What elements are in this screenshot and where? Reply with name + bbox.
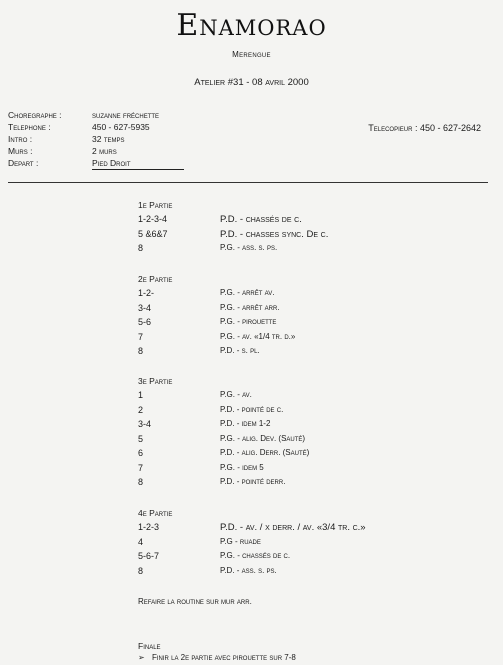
step-move: P.D. - ass. s. ps. xyxy=(220,565,277,575)
dance-style: Merengue xyxy=(232,50,271,59)
step-count: 8 xyxy=(138,243,144,253)
section-3 xyxy=(138,376,310,492)
step-move: P.D. - pointé derr. xyxy=(220,477,286,486)
step-count: 4 xyxy=(138,536,144,547)
section-heading: 3e Partie xyxy=(138,376,173,386)
step-move: P.D. - av. / x derr. / av. «3/4 tr. c.» xyxy=(220,522,366,533)
step-row xyxy=(138,448,310,463)
step-move: P.G. - chassés de c. xyxy=(220,551,291,560)
arrow-bullet-icon: ➢ xyxy=(138,653,145,662)
fax-number: Telecopieur : 450 - 627-2642 xyxy=(368,123,481,133)
step-row xyxy=(138,419,271,434)
section-heading: 4e Partie xyxy=(138,508,173,518)
step-count: 8 xyxy=(138,565,144,576)
section-1 xyxy=(138,200,329,258)
step-row xyxy=(138,433,306,449)
info-value: suzanne fréchette xyxy=(92,110,160,120)
step-count: 5-6 xyxy=(138,317,152,327)
section-heading: 2e Partie xyxy=(138,274,173,284)
section-heading: 1e Partie xyxy=(138,200,173,210)
step-move: P.G. - ass. s. ps. xyxy=(220,243,278,252)
step-count: 1-2-3-4 xyxy=(138,214,168,224)
step-move: P.G - ruade xyxy=(220,536,261,546)
underline xyxy=(92,169,184,170)
step-row xyxy=(138,214,302,229)
divider xyxy=(8,182,488,183)
step-row xyxy=(138,390,252,405)
step-row xyxy=(138,404,284,420)
step-row xyxy=(138,536,261,552)
page-title: Enamorao xyxy=(176,8,327,43)
step-move: P.G. - pirouette xyxy=(220,317,277,326)
step-move: P.G. - idem 5 xyxy=(220,462,264,472)
repeat-instruction: Refaire la routine sur mur arr. xyxy=(138,597,252,606)
step-row xyxy=(138,317,277,332)
step-row xyxy=(138,565,277,581)
step-count: 3-4 xyxy=(138,302,152,313)
step-move: P.D. - pointé de c. xyxy=(220,404,284,414)
step-count: 1-2- xyxy=(138,288,155,298)
step-row xyxy=(138,243,278,258)
finale-text: Finir la 2e partie avec pirouette sur 7-8 xyxy=(152,653,296,662)
workshop-line: Atelier #31 - 08 avril 2000 xyxy=(194,77,309,88)
info-label: Choregraphe : xyxy=(8,110,62,120)
step-move: P.G. - arrêt av. xyxy=(220,288,275,297)
step-move: P.D. - s. pl. xyxy=(220,346,260,355)
info-value: Pied Droit xyxy=(92,158,131,168)
step-count: 3-4 xyxy=(138,419,152,429)
step-count: 6 xyxy=(138,448,144,458)
step-count: 5 &6&7 xyxy=(138,228,168,239)
step-count: 7 xyxy=(138,331,144,342)
finale-line xyxy=(138,653,296,662)
step-count: 5 xyxy=(138,433,144,444)
info-value: 2 murs xyxy=(92,146,117,156)
info-label: Intro : xyxy=(8,134,33,144)
step-count: 8 xyxy=(138,346,144,356)
step-count: 5-6-7 xyxy=(138,551,160,561)
step-row xyxy=(138,477,286,492)
info-label: Murs : xyxy=(8,146,33,156)
step-move: P.G. - av. xyxy=(220,390,252,399)
step-move: P.G. - av. «1/4 tr. d.» xyxy=(220,331,296,341)
step-count: 1-2-3 xyxy=(138,522,160,532)
step-count: 2 xyxy=(138,404,144,415)
step-move: P.G. - alig. Dev. (Sauté) xyxy=(220,433,306,443)
section-2 xyxy=(138,274,296,361)
step-count: 1 xyxy=(138,390,144,400)
step-row xyxy=(138,288,275,303)
step-row xyxy=(138,462,264,478)
step-move: P.D. - chassés de c. xyxy=(220,214,302,225)
info-value: 32 temps xyxy=(92,134,125,144)
step-move: P.D. - alig. Derr. (Sauté) xyxy=(220,448,310,457)
info-value: 450 - 627-5935 xyxy=(92,122,150,132)
finale-heading: Finale xyxy=(138,641,161,651)
step-row xyxy=(138,522,366,537)
step-row xyxy=(138,346,260,361)
step-count: 8 xyxy=(138,477,144,487)
step-move: P.D. - chasses sync. De c. xyxy=(220,228,329,240)
step-move: P.G. - arrêt arr. xyxy=(220,302,280,312)
step-move: P.D. - idem 1-2 xyxy=(220,419,271,428)
step-row xyxy=(138,551,291,566)
step-row xyxy=(138,331,296,347)
step-row xyxy=(138,228,329,244)
step-count: 7 xyxy=(138,462,144,473)
info-label: Depart : xyxy=(8,158,39,168)
section-4 xyxy=(138,508,366,580)
info-label: Telephone : xyxy=(8,122,51,132)
step-row xyxy=(138,302,280,318)
